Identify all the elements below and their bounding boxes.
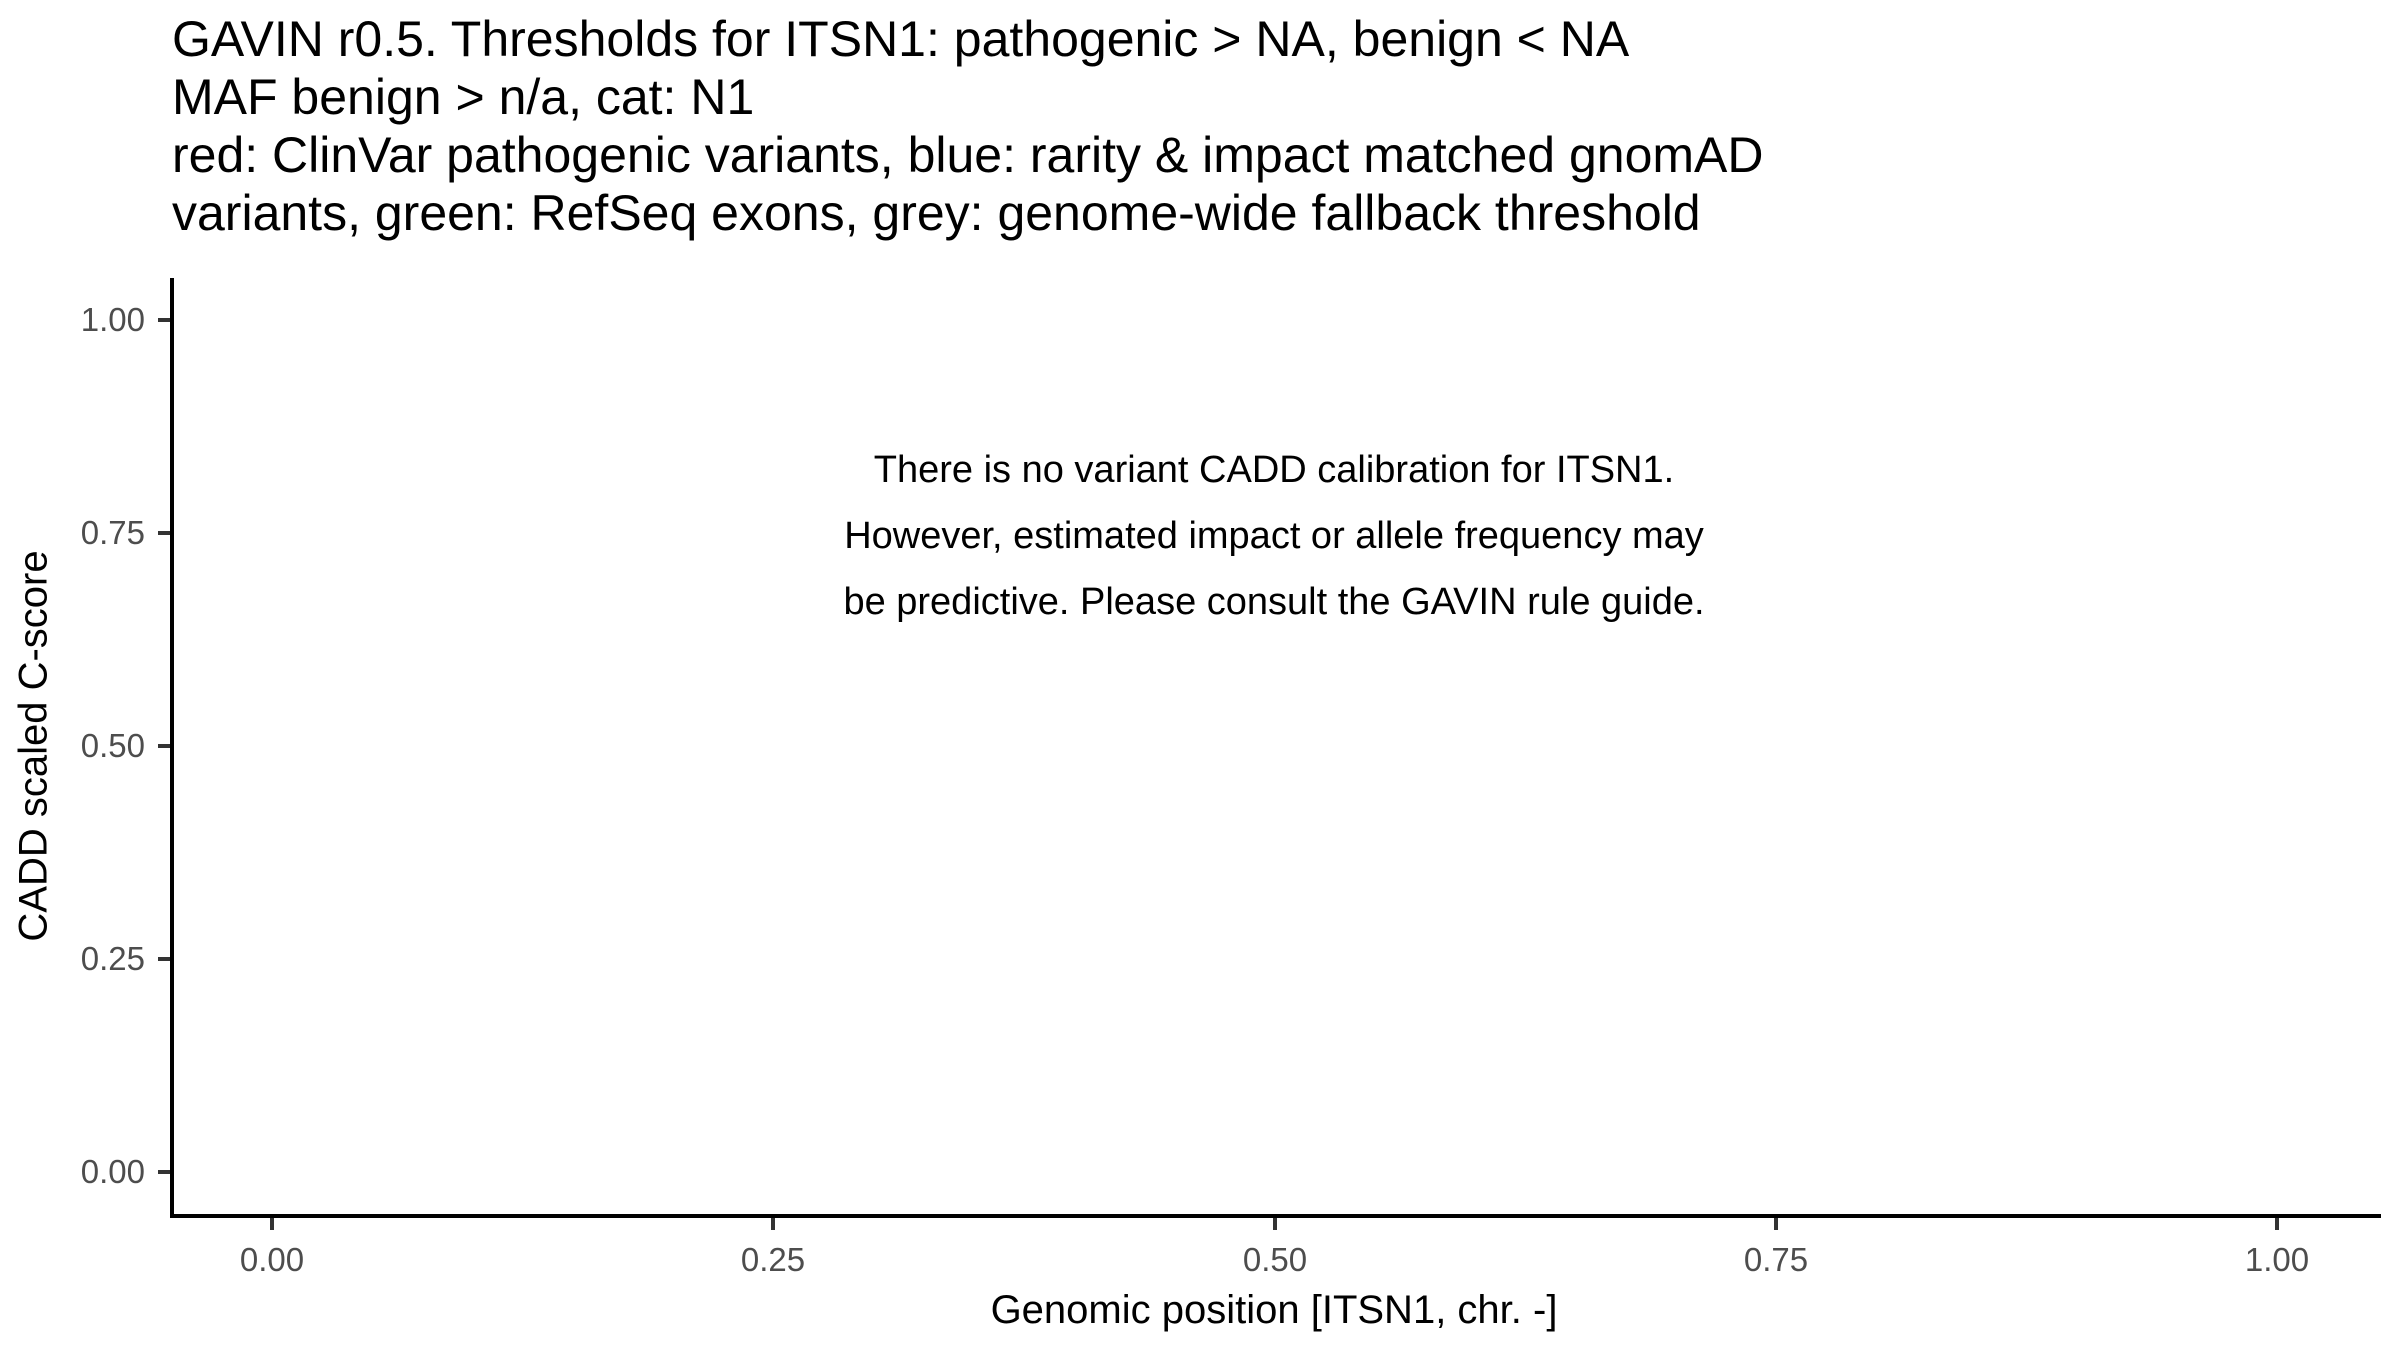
annotation-line-1: There is no variant CADD calibration for ITSN1.: [873, 449, 1675, 491]
y-tick-mark: [158, 1170, 170, 1174]
x-tick-mark: [2275, 1218, 2279, 1230]
y-tick-label: 0.00: [80, 1153, 145, 1190]
chart-title: [172, 10, 1763, 242]
y-axis-title: CADD scaled C-score: [11, 550, 56, 942]
chart-title-line-1: GAVIN r0.5. Thresholds for ITSN1: pathogenic > NA, benign < NA: [172, 11, 1630, 67]
chart-title-line-2: MAF benign > n/a, cat: N1: [172, 69, 755, 125]
y-tick-label: 0.75: [80, 514, 145, 551]
x-tick-label: 0.00: [239, 1241, 305, 1278]
x-tick-mark: [771, 1218, 775, 1230]
annotation-line-3: be predictive. Please consult the GAVIN rule guide.: [843, 581, 1705, 623]
y-tick-label: 1.00: [80, 301, 145, 338]
annotation-line-2: However, estimated impact or allele frequency may: [844, 515, 1704, 557]
x-tick-mark: [1273, 1218, 1277, 1230]
x-tick-label: 1.00: [2244, 1241, 2310, 1278]
x-axis-title: Genomic position [ITSN1, chr. -]: [990, 1288, 1558, 1332]
plot-panel: [170, 278, 2381, 1218]
x-tick-label: 0.75: [1743, 1241, 1809, 1278]
y-tick-label: 0.25: [80, 940, 145, 977]
chart-title-line-3: red: ClinVar pathogenic variants, blue: rarity & impact matched gnomAD: [172, 127, 1764, 183]
y-tick-label: 0.50: [80, 727, 145, 764]
y-tick-mark: [158, 318, 170, 322]
x-tick-label: 0.25: [740, 1241, 806, 1278]
y-tick-mark: [158, 744, 170, 748]
y-tick-mark: [158, 531, 170, 535]
annotation-text: [374, 437, 2174, 635]
x-tick-mark: [270, 1218, 274, 1230]
chart-title-line-4: variants, green: RefSeq exons, grey: genome-wide fallback threshold: [172, 185, 1701, 241]
y-tick-mark: [158, 957, 170, 961]
x-tick-mark: [1774, 1218, 1778, 1230]
x-tick-label: 0.50: [1242, 1241, 1308, 1278]
